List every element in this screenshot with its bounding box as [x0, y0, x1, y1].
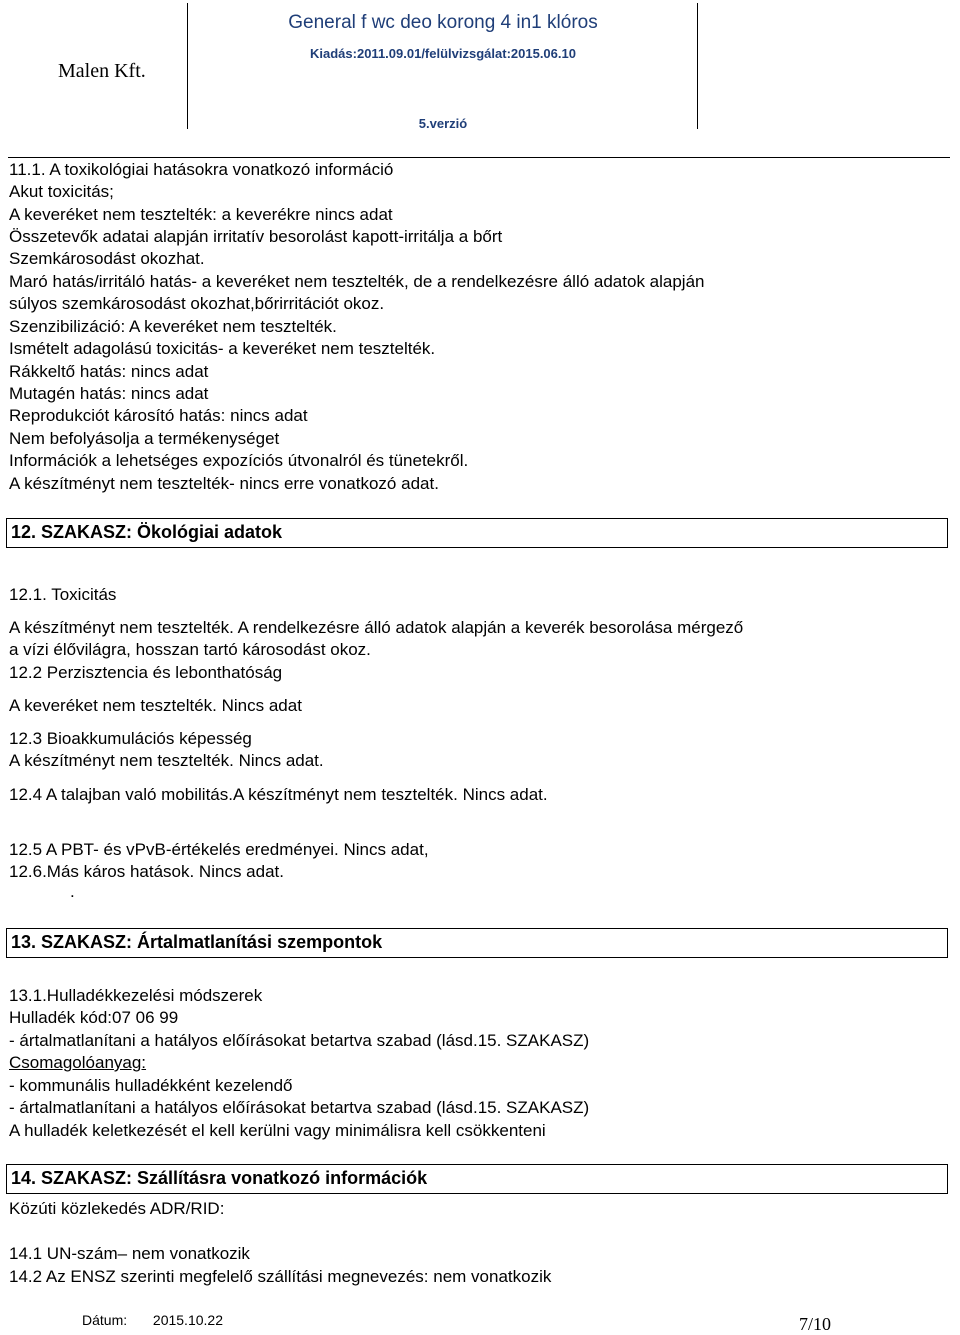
sec11-line: Összetevők adatai alapján irritatív besorolást kapott-irritálja a bőrt [9, 227, 503, 246]
sec11-line: Szemkárosodást okozhat. [9, 249, 205, 268]
page-number: 7/10 [799, 1314, 832, 1334]
sec12-dot: . [70, 882, 75, 901]
sec11-line: Információk a lehetséges expozíciós útvonalról és tünetekről. [9, 451, 469, 470]
footer-date [82, 1312, 223, 1328]
section-14-heading-box [6, 1164, 948, 1194]
sec13-line: - ártalmatlanítani a hatályos előírásokat betartva szabad (lásd.15. SZAKASZ) [9, 1098, 590, 1117]
sec13-line: 13.1.Hulladékkezelési módszerek [9, 986, 263, 1005]
sec11-line: Akut toxicitás; [9, 182, 114, 201]
sec11-line: Ismételt adagolású toxicitás- a keveréket nem tesztelték. [9, 339, 436, 358]
header-company-cell [8, 3, 188, 129]
section-13-heading-box [6, 928, 948, 958]
sec14-line: 14.2 Az ENSZ szerinti megfelelő szállítási megnevezés: nem vonatkozik [9, 1267, 552, 1286]
sec11-line: Reprodukciót károsító hatás: nincs adat [9, 406, 308, 425]
sec12-line: 12.3 Bioakkumulációs képesség [9, 729, 252, 748]
footer-date-label: Dátum: [82, 1312, 128, 1328]
sec13-packaging-label: Csomagolóanyag: [9, 1053, 147, 1072]
sec11-line: A készítményt nem tesztelték- nincs erre vonatkozó adat. [9, 474, 439, 493]
sec11-line: Mutagén hatás: nincs adat [9, 384, 209, 403]
sec14-line: Közúti közlekedés ADR/RID: [9, 1199, 225, 1218]
sec11-line: súlyos szemkárosodást okozhat,bőrirritációt okoz. [9, 294, 385, 313]
sec13-line: - kommunális hulladékként kezelendő [9, 1076, 293, 1095]
sec12-line: A készítményt nem tesztelték. Nincs adat. [9, 751, 324, 770]
sec12-line: 12.4 A talajban való mobilitás.A készítményt nem tesztelték. Nincs adat. [9, 785, 548, 804]
company-name: Malen Kft. [58, 60, 146, 82]
sec11-line: Rákkeltő hatás: nincs adat [9, 362, 209, 381]
sec12-line: A keveréket nem tesztelték. Nincs adat [9, 696, 302, 715]
sec12-line: a vízi élővilágra, hosszan tartó károsodást okoz. [9, 640, 371, 659]
sec12-line: A készítményt nem tesztelték. A rendelkezésre álló adatok alapján a keverék besorolása mérgező [9, 618, 744, 637]
sec13-line: A hulladék keletkezését el kell kerülni vagy minimálisra kell csökkenteni [9, 1121, 546, 1140]
sec13-line: Hulladék kód:07 06 99 [9, 1008, 179, 1027]
footer-date-value: 2015.10.22 [152, 1312, 223, 1328]
issue-date: Kiadás:2011.09.01/felülvizsgálat:2015.06.10 [310, 46, 576, 61]
sec11-line: Nem befolyásolja a termékenységet [9, 429, 280, 448]
sec11-line: A keveréket nem tesztelték: a keverékre nincs adat [9, 205, 393, 224]
document-title: General f wc deo korong 4 in1 klóros [288, 12, 598, 33]
sec11-line: Maró hatás/irritáló hatás- a keveréket nem tesztelték, de a rendelkezésre álló adatok alapján [9, 272, 705, 291]
section-12-heading: 12. SZAKASZ: Ökológiai adatok [11, 522, 283, 542]
sec12-line: 12.5 A PBT- és vPvB-értékelés eredményei. Nincs adat, [9, 840, 429, 859]
sec11-line: Szenzibilizáció: A keveréket nem tesztelték. [9, 317, 337, 336]
section-14-heading: 14. SZAKASZ: Szállításra vonatkozó információk [11, 1168, 428, 1188]
sec11-line: 11.1. A toxikológiai hatásokra vonatkozó információ [9, 160, 394, 179]
section-13-heading: 13. SZAKASZ: Ártalmatlanítási szempontok [11, 932, 383, 952]
sec12-line: 12.2 Perzisztencia és lebonthatóság [9, 663, 283, 682]
sec12-line: 12.1. Toxicitás [9, 585, 117, 604]
sec14-line: 14.1 UN-szám– nem vonatkozik [9, 1244, 250, 1263]
sec13-line: - ártalmatlanítani a hatályos előírásokat betartva szabad (lásd.15. SZAKASZ) [9, 1031, 590, 1050]
header-divider [8, 157, 950, 158]
section-12-heading-box [6, 518, 948, 548]
version: 5.verzió [418, 116, 468, 131]
sec12-line: 12.6.Más káros hatások. Nincs adat. [9, 862, 284, 881]
